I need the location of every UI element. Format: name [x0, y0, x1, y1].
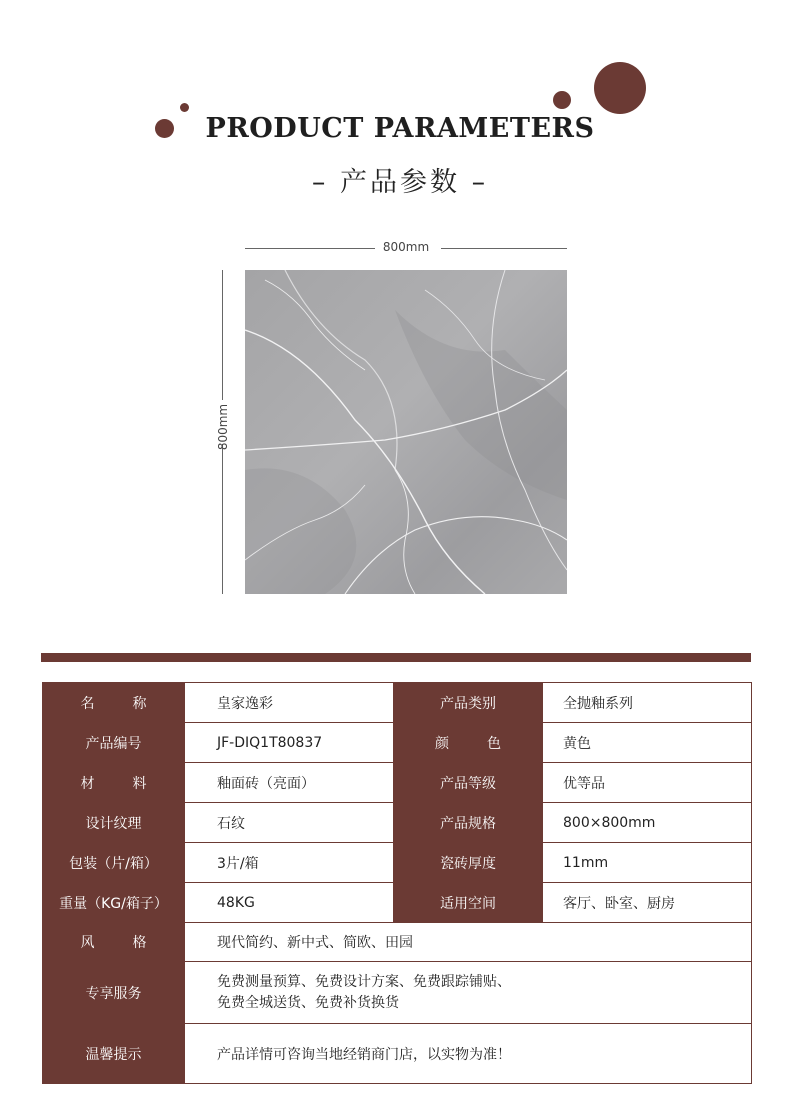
- value-product-code: JF-DIQ1T80837: [185, 723, 394, 763]
- decor-dot-large: [594, 62, 646, 114]
- label-color: 颜色: [394, 723, 543, 763]
- value-weight: 48KG: [185, 883, 394, 923]
- label-grade: 产品等级: [394, 763, 543, 803]
- table-row: [43, 723, 752, 763]
- marble-tile-image: [245, 270, 567, 594]
- label-thickness: 瓷砖厚度: [394, 843, 543, 883]
- width-dimension: [245, 240, 567, 256]
- value-space: 客厅、卧室、厨房: [543, 883, 752, 923]
- service-line-1: 免费测量预算、免费设计方案、免费跟踪铺贴、: [217, 973, 511, 990]
- label-category: 产品类别: [394, 683, 543, 723]
- label-texture: 设计纹理: [43, 803, 185, 843]
- section-divider-band: [41, 653, 751, 662]
- decor-dot-medium: [553, 91, 571, 109]
- table-row: [43, 962, 752, 1024]
- value-spec: 800×800mm: [543, 803, 752, 843]
- value-thickness: 11mm: [543, 843, 752, 883]
- table-row: [43, 923, 752, 962]
- table-row: [43, 803, 752, 843]
- value-packaging: 3片/箱: [185, 843, 394, 883]
- width-label: 800mm: [382, 240, 430, 254]
- value-texture: 石纹: [185, 803, 394, 843]
- table-row: [43, 843, 752, 883]
- value-grade: 优等品: [543, 763, 752, 803]
- page-title-chinese: – 产品参数 –: [311, 167, 489, 198]
- label-style: 风格: [43, 923, 185, 962]
- label-spec: 产品规格: [394, 803, 543, 843]
- page-title-english: PRODUCT PARAMETERS: [205, 113, 595, 144]
- label-space: 适用空间: [394, 883, 543, 923]
- table-row: [43, 883, 752, 923]
- value-style: 现代简约、新中式、简欧、田园: [185, 923, 752, 962]
- parameter-table: [42, 682, 752, 1084]
- table-row: [43, 763, 752, 803]
- height-label: 800mm: [216, 403, 230, 451]
- label-weight: 重量（KG/箱子）: [43, 883, 185, 923]
- value-service: [185, 962, 752, 1024]
- table-row: [43, 683, 752, 723]
- value-color: 黄色: [543, 723, 752, 763]
- label-tip: 温馨提示: [43, 1024, 185, 1084]
- label-service: 专享服务: [43, 962, 185, 1024]
- value-category: 全抛釉系列: [543, 683, 752, 723]
- value-material: 釉面砖（亮面）: [185, 763, 394, 803]
- service-line-2: 免费全城送货、免费补货换货: [217, 994, 399, 1011]
- label-packaging: 包装（片/箱）: [43, 843, 185, 883]
- value-name: 皇家逸彩: [185, 683, 394, 723]
- label-product-code: 产品编号: [43, 723, 185, 763]
- table-row: [43, 1024, 752, 1084]
- label-material: 材料: [43, 763, 185, 803]
- height-dimension: [215, 270, 231, 594]
- value-tip: 产品详情可咨询当地经销商门店，以实物为准！: [185, 1024, 752, 1084]
- label-name: 名称: [43, 683, 185, 723]
- decor-dot-small: [180, 103, 189, 112]
